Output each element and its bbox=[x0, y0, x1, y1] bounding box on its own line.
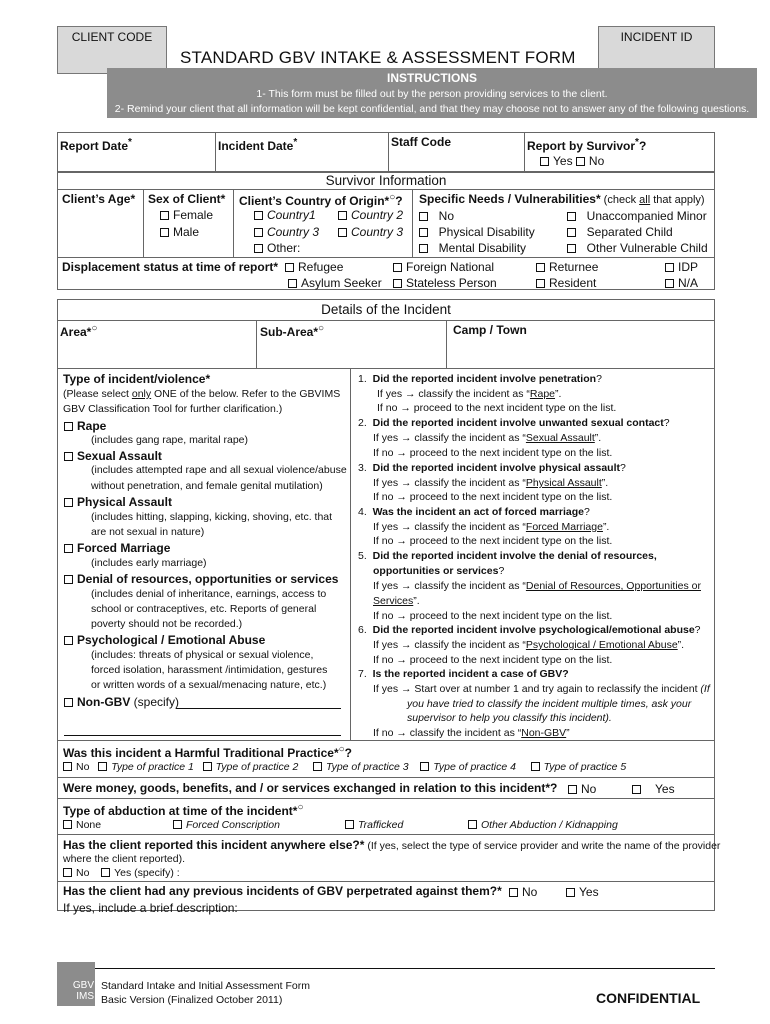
q6-no: If no → proceed to the next incident type on the list. bbox=[373, 654, 613, 666]
survivor-title: Survivor Information bbox=[325, 173, 447, 188]
q2-yes: If yes → classify the incident as “Sexual Assault”. bbox=[373, 432, 602, 444]
disp-returnee-option[interactable]: Returnee bbox=[536, 260, 598, 274]
by-survivor-options[interactable]: Yes No bbox=[540, 154, 604, 168]
report-date-label[interactable]: Report Date* bbox=[60, 137, 132, 153]
non-gbv-specify-line[interactable] bbox=[176, 708, 341, 709]
checkbox-icon[interactable] bbox=[567, 212, 576, 221]
checkbox-icon[interactable] bbox=[64, 575, 73, 584]
disp-foreign-option[interactable]: Foreign National bbox=[393, 260, 494, 274]
type-sa-desc-2: without penetration, and female genital mutilation) bbox=[91, 480, 323, 492]
type-dr-desc-1: (includes denial of inheritance, earnings, access to bbox=[91, 588, 327, 600]
checkbox-icon[interactable] bbox=[64, 422, 73, 431]
previous-desc-label[interactable]: If yes, include a brief description: bbox=[63, 901, 238, 915]
q3-yes: If yes → classify the incident as “Physical Assault”. bbox=[373, 477, 609, 489]
money-label: Were money, goods, benefits, and / or services exchanged in relation to this incident*? bbox=[63, 781, 558, 795]
checkbox-icon[interactable] bbox=[632, 785, 641, 794]
checkbox-icon[interactable] bbox=[63, 868, 72, 877]
checkbox-icon[interactable] bbox=[64, 544, 73, 553]
need-no-option[interactable]: No bbox=[419, 209, 454, 223]
checkbox-icon[interactable] bbox=[254, 244, 263, 253]
country-3-option[interactable]: Country 3 bbox=[254, 225, 319, 239]
abduction-label: Type of abduction at time of the incident*○ bbox=[63, 802, 304, 818]
checkbox-icon[interactable] bbox=[420, 762, 429, 771]
need-other-option[interactable]: Other Vulnerable Child bbox=[567, 241, 708, 255]
htp-label: Was this incident a Harmful Traditional Practice*○? bbox=[63, 744, 353, 760]
displacement-label: Displacement status at time of report* bbox=[62, 260, 279, 274]
checkbox-icon[interactable] bbox=[254, 211, 263, 220]
subarea-label[interactable]: Sub-Area*○ bbox=[260, 323, 325, 339]
checkbox-icon[interactable] bbox=[536, 279, 545, 288]
checkbox-icon[interactable] bbox=[63, 820, 72, 829]
disp-resident-option[interactable]: Resident bbox=[536, 276, 596, 290]
previous-yes-option[interactable]: Yes bbox=[566, 885, 599, 899]
type-pe-desc-3: or written words of a sexual/menacing nature, etc.) bbox=[91, 679, 327, 691]
incident-id-label: INCIDENT ID bbox=[620, 30, 693, 44]
q5-yes-2: Services”. bbox=[373, 595, 420, 607]
instructions-line-2: 2- Remind your client that all information will be kept confidential, and that they may choose not to answer any of the following questions. bbox=[114, 103, 750, 115]
type-dr-desc-3: poverty should not be recorded.) bbox=[91, 618, 243, 630]
checkbox-icon[interactable] bbox=[98, 762, 107, 771]
incident-id-box[interactable] bbox=[598, 26, 715, 74]
checkbox-icon[interactable] bbox=[567, 244, 576, 253]
needs-label: Specific Needs / Vulnerabilities* (check all that apply) bbox=[419, 192, 705, 206]
checkbox-icon[interactable] bbox=[160, 211, 169, 220]
checkbox-icon[interactable] bbox=[338, 211, 347, 220]
disp-asylum-option[interactable]: Asylum Seeker bbox=[288, 276, 382, 290]
checkbox-icon[interactable] bbox=[419, 244, 428, 253]
htp-options[interactable]: No Type of practice 1 Type of practice 2 Type of practice 3 Type of practice 4 Type of practice 5 bbox=[63, 761, 626, 773]
area-label[interactable]: Area*○ bbox=[60, 323, 98, 339]
q7: 7. Is the reported incident a case of GBV? bbox=[358, 668, 569, 680]
type-psych-option[interactable]: Psychological / Emotional Abuse bbox=[64, 633, 265, 647]
footer-rule bbox=[57, 968, 715, 969]
footer-line-1: Standard Intake and Initial Assessment Form bbox=[101, 980, 310, 992]
q1-no: If no → proceed to the next incident type on the list. bbox=[377, 402, 617, 414]
country-3b-option[interactable]: Country 3 bbox=[338, 225, 403, 239]
q4-no: If no → proceed to the next incident type on the list. bbox=[373, 535, 613, 547]
q5: 5. Did the reported incident involve the denial of resources, bbox=[358, 550, 657, 562]
checkbox-icon[interactable] bbox=[288, 279, 297, 288]
checkbox-icon[interactable] bbox=[64, 452, 73, 461]
q4-yes: If yes → classify the incident as “Forced Marriage”. bbox=[373, 521, 610, 533]
q6: 6. Did the reported incident involve psychological/emotional abuse? bbox=[358, 624, 701, 636]
by-survivor-label: Report by Survivor*? bbox=[527, 137, 647, 153]
checkbox-icon[interactable] bbox=[393, 263, 402, 272]
checkbox-icon[interactable] bbox=[531, 762, 540, 771]
type-denial-option[interactable]: Denial of resources, opportunities or services bbox=[64, 572, 338, 586]
q7-no: If no → classify the incident as “Non-GBV” bbox=[373, 727, 570, 739]
checkbox-icon[interactable] bbox=[345, 820, 354, 829]
sex-female-option[interactable]: Female bbox=[160, 208, 213, 222]
need-separated-option[interactable]: Separated Child bbox=[567, 225, 673, 239]
type-sa-desc-1: (includes attempted rape and all sexual violence/abuse bbox=[91, 464, 347, 476]
form-title: STANDARD GBV INTAKE & ASSESSMENT FORM bbox=[180, 48, 576, 67]
money-no-option[interactable]: No bbox=[568, 782, 596, 796]
checkbox-icon[interactable] bbox=[536, 263, 545, 272]
q7-yes: If yes → Start over at number 1 and try again to reclassify the incident (If bbox=[373, 683, 710, 695]
checkbox-icon[interactable] bbox=[63, 762, 72, 771]
abduction-none-option[interactable]: None bbox=[63, 819, 101, 831]
q5-yes: If yes → classify the incident as “Denial of Resources, Opportunities or bbox=[373, 580, 701, 592]
q6-yes: If yes → classify the incident as “Psychological / Emotional Abuse”. bbox=[373, 639, 685, 651]
reported-label: Has the client reported this incident anywhere else?* (If yes, select the type of service provider and write the name of the provider bbox=[63, 838, 721, 852]
checkbox-icon[interactable] bbox=[101, 868, 110, 877]
checkbox-icon[interactable] bbox=[393, 279, 402, 288]
checkbox-icon[interactable] bbox=[160, 228, 169, 237]
instructions-line-1: 1- This form must be filled out by the person providing services to the client. bbox=[256, 88, 608, 100]
disp-stateless-option[interactable]: Stateless Person bbox=[393, 276, 497, 290]
checkbox-icon[interactable] bbox=[468, 820, 477, 829]
checkbox-icon[interactable] bbox=[509, 888, 518, 897]
previous-no-option[interactable]: No bbox=[509, 885, 537, 899]
checkbox-icon[interactable] bbox=[568, 785, 577, 794]
checkbox-icon[interactable] bbox=[313, 762, 322, 771]
type-physical-assault-option[interactable]: Physical Assault bbox=[64, 495, 172, 509]
checkbox-icon[interactable] bbox=[285, 263, 294, 272]
type-rape-desc: (includes gang rape, marital rape) bbox=[91, 434, 248, 446]
q2: 2. Did the reported incident involve unwanted sexual contact? bbox=[358, 417, 670, 429]
footer-line-2: Basic Version (Finalized October 2011) bbox=[101, 994, 283, 1006]
incident-type-label: Type of incident/violence* bbox=[63, 372, 211, 386]
client-age-label[interactable]: Client’s Age* bbox=[62, 192, 136, 206]
q3-no: If no → proceed to the next incident type on the list. bbox=[373, 491, 613, 503]
abduction-forced-option[interactable]: Forced Conscription bbox=[173, 819, 280, 831]
checkbox-icon[interactable] bbox=[540, 157, 549, 166]
incident-type-note-1: (Please select only ONE of the below. Refer to the GBVIMS bbox=[63, 388, 341, 400]
q3: 3. Did the reported incident involve physical assault? bbox=[358, 462, 626, 474]
need-physical-option[interactable]: Physical Disability bbox=[419, 225, 535, 239]
sex-male-option[interactable]: Male bbox=[160, 225, 199, 239]
checkbox-icon[interactable] bbox=[203, 762, 212, 771]
type-bottom-line bbox=[64, 735, 341, 736]
q4: 4. Was the incident an act of forced marriage? bbox=[358, 506, 590, 518]
checkbox-icon[interactable] bbox=[419, 228, 428, 237]
type-pe-desc-2: forced isolation, harassment /intimidation, gestures bbox=[91, 664, 328, 676]
need-mental-option[interactable]: Mental Disability bbox=[419, 241, 526, 255]
client-code-box[interactable] bbox=[57, 26, 167, 74]
checkbox-icon[interactable] bbox=[567, 228, 576, 237]
checkbox-icon[interactable] bbox=[665, 279, 674, 288]
staff-code-label[interactable]: Staff Code bbox=[391, 135, 451, 149]
checkbox-icon[interactable] bbox=[254, 228, 263, 237]
checkbox-icon[interactable] bbox=[419, 212, 428, 221]
type-non-gbv-option[interactable]: Non-GBV (specify) bbox=[64, 695, 179, 709]
disp-na-option[interactable]: N/A bbox=[665, 276, 698, 290]
reported-options[interactable]: No Yes (specify) : bbox=[63, 867, 180, 879]
checkbox-icon[interactable] bbox=[64, 498, 73, 507]
reported-note-2: where the client reported). bbox=[63, 853, 185, 865]
checkbox-icon[interactable] bbox=[665, 263, 674, 272]
q1-yes: If yes → classify the incident as “Rape”. bbox=[377, 388, 562, 400]
checkbox-icon[interactable] bbox=[576, 157, 585, 166]
abduction-other-option[interactable]: Other Abduction / Kidnapping bbox=[468, 819, 618, 831]
type-pe-desc-1: (includes: threats of physical or sexual violence, bbox=[91, 649, 314, 661]
disp-refugee-option[interactable]: Refugee bbox=[285, 260, 343, 274]
money-yes-option[interactable]: Yes bbox=[632, 782, 675, 796]
camp-town-label[interactable]: Camp / Town bbox=[453, 323, 527, 337]
checkbox-icon[interactable] bbox=[64, 698, 73, 707]
client-code-label: CLIENT CODE bbox=[71, 30, 153, 44]
need-minor-option[interactable]: Unaccompanied Minor bbox=[567, 209, 707, 223]
type-sexual-assault-option[interactable]: Sexual Assault bbox=[64, 449, 162, 463]
type-rape-option[interactable]: Rape bbox=[64, 419, 106, 433]
country-other-option[interactable]: Other: bbox=[254, 241, 300, 255]
disp-idp-option[interactable]: IDP bbox=[665, 260, 698, 274]
q7-yes-2: you have tried to classify the incident multiple times, ask your bbox=[407, 698, 692, 710]
type-forced-marriage-option[interactable]: Forced Marriage bbox=[64, 541, 170, 555]
previous-label: Has the client had any previous incidents of GBV perpetrated against them?* bbox=[63, 884, 502, 898]
type-pa-desc-2: are not sexual in nature) bbox=[91, 526, 205, 538]
gbvims-logo: GBV IMS bbox=[57, 962, 95, 1006]
type-dr-desc-2: school or contraceptives, etc. Reports of general bbox=[91, 603, 317, 615]
q7-yes-3: supervisor to help you classify this incident). bbox=[407, 712, 612, 724]
q5b: opportunities or services? bbox=[373, 565, 505, 577]
type-pa-desc-1: (includes hitting, slapping, kicking, shoving, etc. that bbox=[91, 511, 333, 523]
details-title: Details of the Incident bbox=[321, 302, 451, 317]
incident-date-label[interactable]: Incident Date* bbox=[218, 137, 298, 153]
country-2-option[interactable]: Country 2 bbox=[338, 208, 403, 222]
checkbox-icon[interactable] bbox=[64, 636, 73, 645]
q1: 1. Did the reported incident involve penetration? bbox=[358, 373, 602, 385]
q2-no: If no → proceed to the next incident type on the list. bbox=[373, 447, 613, 459]
abduction-trafficked-option[interactable]: Trafficked bbox=[345, 819, 403, 831]
country-label: Client’s Country of Origin*○? bbox=[239, 192, 403, 208]
q5-no: If no → proceed to the next incident type on the list. bbox=[373, 610, 613, 622]
incident-type-note-2: GBV Classification Tool for further clarification.) bbox=[63, 403, 283, 415]
instructions-heading: INSTRUCTIONS bbox=[387, 71, 477, 85]
sex-label: Sex of Client* bbox=[148, 192, 226, 206]
country-1-option[interactable]: Country1 bbox=[254, 208, 316, 222]
confidential-label: CONFIDENTIAL bbox=[596, 990, 701, 1006]
checkbox-icon[interactable] bbox=[566, 888, 575, 897]
type-fm-desc: (includes early marriage) bbox=[91, 557, 207, 569]
checkbox-icon[interactable] bbox=[173, 820, 182, 829]
checkbox-icon[interactable] bbox=[338, 228, 347, 237]
